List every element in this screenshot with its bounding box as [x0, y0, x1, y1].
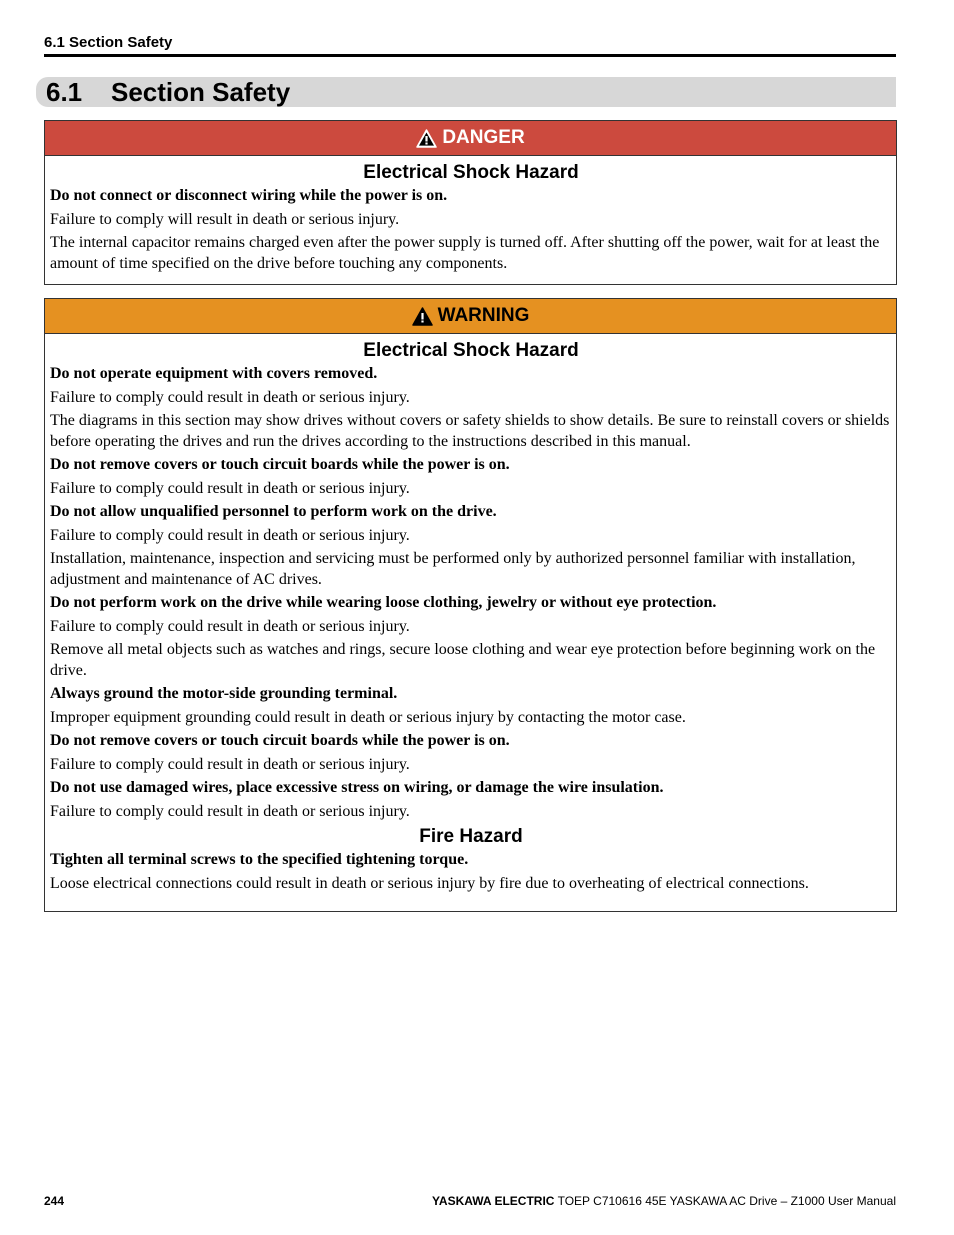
section-title-text: Section Safety: [111, 77, 291, 107]
safety-consequence: Failure to comply could result in death or serious injury.: [50, 388, 410, 406]
warning-triangle-icon: [412, 307, 433, 326]
running-header: 6.1 Section Safety: [44, 34, 896, 57]
safety-instruction: Do not remove covers or touch circuit boards while the power is on.: [50, 456, 510, 473]
warning-body: [45, 334, 896, 894]
danger-hazard-title: Electrical Shock Hazard: [363, 162, 579, 183]
safety-consequence: Failure to comply could result in death or serious injury.: [50, 617, 410, 635]
safety-consequence: Failure to comply could result in death or serious injury.: [50, 755, 410, 773]
safety-consequence: Improper equipment grounding could result in death or serious injury by contacting the motor case.: [50, 708, 686, 726]
safety-instruction: Do not connect or disconnect wiring while the power is on.: [50, 187, 448, 204]
footer-document: TOEP C710616 45E YASKAWA AC Drive – Z1000 User Manual: [557, 1194, 896, 1208]
danger-label: DANGER: [442, 127, 525, 148]
safety-instruction: Tighten all terminal screws to the specified tightening torque.: [50, 851, 469, 868]
safety-instruction: Do not use damaged wires, place excessive stress on wiring, or damage the wire insulation.: [50, 779, 664, 796]
safety-instruction: Do not perform work on the drive while wearing loose clothing, jewelry or without eye protection.: [50, 594, 717, 611]
safety-instruction: Do not allow unqualified personnel to perform work on the drive.: [50, 503, 497, 520]
danger-body: [45, 156, 896, 274]
safety-consequence: Failure to comply could result in death or serious injury.: [50, 526, 410, 544]
warning-header: [45, 299, 896, 334]
safety-consequence: Remove all metal objects such as watches and rings, secure loose clothing and wear eye protection before beginning work on the drive.: [50, 641, 876, 679]
danger-paragraphs: [50, 186, 892, 274]
warning-label: WARNING: [437, 305, 530, 326]
safety-consequence: The internal capacitor remains charged even after the power supply is turned off. After shutting off the power, wait for at least the amount of time specified on the drive before touching any components.: [50, 234, 880, 272]
warning-hazard-title-electrical: Electrical Shock Hazard: [363, 340, 579, 361]
danger-box: [44, 120, 897, 285]
safety-instruction: Do not operate equipment with covers removed.: [50, 365, 378, 382]
safety-consequence: The diagrams in this section may show drives without covers or safety shields to show details. Be sure to reinstall covers or shields before operating the drives and run the drives according to the instructions described in this manual.: [50, 412, 890, 450]
danger-header: [45, 121, 896, 156]
warning-box: [44, 298, 897, 912]
page-number: 244: [44, 1194, 65, 1208]
safety-instruction: Do not remove covers or touch circuit boards while the power is on.: [50, 732, 510, 749]
safety-consequence: Installation, maintenance, inspection and servicing must be performed only by authorized personnel familiar with installation, adjustment and maintenance of AC drives.: [50, 550, 856, 588]
safety-consequence: Failure to comply will result in death or serious injury.: [50, 210, 400, 228]
safety-consequence: Failure to comply could result in death or serious injury.: [50, 479, 410, 497]
warning-hazard-title-fire: Fire Hazard: [419, 826, 523, 847]
safety-instruction: Always ground the motor-side grounding terminal.: [50, 685, 398, 702]
warning-paragraphs-fire: [50, 850, 892, 894]
footer-document-info: [432, 1194, 896, 1208]
safety-consequence: Failure to comply could result in death or serious injury.: [50, 802, 410, 820]
section-title: [46, 76, 290, 108]
footer-company: YASKAWA ELECTRIC: [432, 1194, 555, 1208]
warning-triangle-icon: [416, 129, 437, 148]
safety-consequence: Loose electrical connections could result in death or serious injury by fire due to overheating of electrical connections.: [50, 874, 809, 892]
warning-paragraphs-electrical: [50, 364, 892, 822]
section-number: 6.1: [46, 77, 83, 107]
